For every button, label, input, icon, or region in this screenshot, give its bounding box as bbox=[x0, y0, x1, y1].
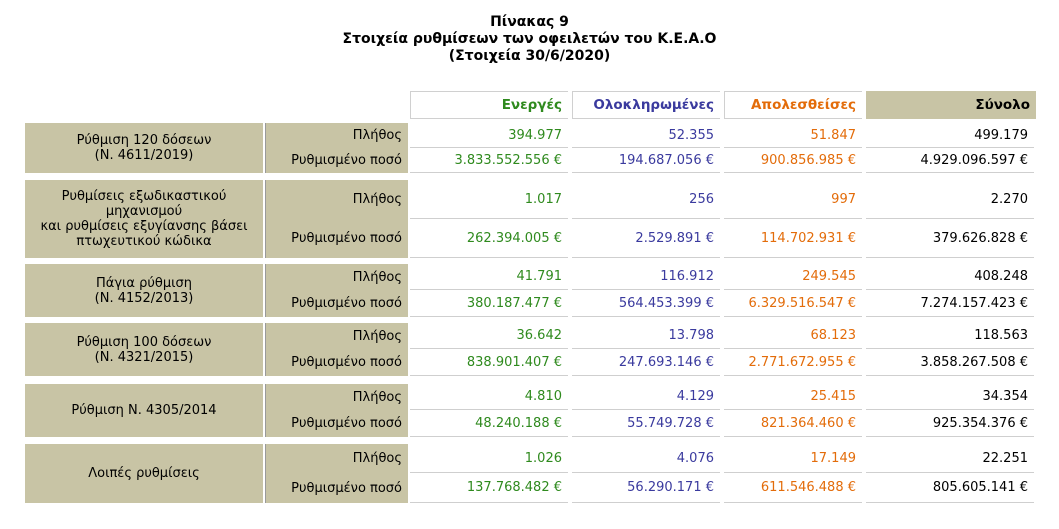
total-value: 3.858.267.508 € bbox=[866, 349, 1034, 376]
data-value: 821.364.460 € bbox=[724, 410, 862, 437]
data-value: 838.901.407 € bbox=[410, 349, 568, 376]
data-value: 51.847 bbox=[724, 123, 862, 148]
total-value: 805.605.141 € bbox=[866, 473, 1034, 503]
data-value: 611.546.488 € bbox=[724, 473, 862, 503]
data-value: 1.017 bbox=[410, 180, 568, 219]
row-label: Ρυθμισμένο ποσό bbox=[265, 148, 408, 173]
data-value: 116.912 bbox=[572, 264, 720, 290]
data-value: 394.977 bbox=[410, 123, 568, 148]
total-value: 2.270 bbox=[866, 180, 1034, 219]
data-value: 3.833.552.556 € bbox=[410, 148, 568, 173]
data-value: 256 bbox=[572, 180, 720, 219]
data-value: 262.394.005 € bbox=[410, 219, 568, 258]
row-label: Ρυθμισμένο ποσό bbox=[265, 473, 408, 503]
table-title: Πίνακας 9 bbox=[490, 14, 569, 30]
data-value: 114.702.931 € bbox=[724, 219, 862, 258]
mechanism-name: Ρυθμίσεις εξωδικαστικού μηχανισμού και ρυθμίσεις εξυγίανσης βάσει πτωχευτικού κώδικα bbox=[25, 180, 263, 258]
mechanism-name: Πάγια ρύθμιση (Ν. 4152/2013) bbox=[25, 264, 263, 317]
data-value: 56.290.171 € bbox=[572, 473, 720, 503]
data-value: 17.149 bbox=[724, 444, 862, 473]
row-label: Ρυθμισμένο ποσό bbox=[265, 219, 408, 258]
row-label: Πλήθος bbox=[265, 323, 408, 349]
mechanism-name: Ρύθμιση 100 δόσεων (Ν. 4321/2015) bbox=[25, 323, 263, 376]
data-value: 41.791 bbox=[410, 264, 568, 290]
data-value: 4.076 bbox=[572, 444, 720, 473]
data-value: 68.123 bbox=[724, 323, 862, 349]
column-header: Ολοκληρωμένες bbox=[572, 91, 720, 119]
data-value: 48.240.188 € bbox=[410, 410, 568, 437]
table-subtitle: Στοιχεία ρυθμίσεων των οφειλετών του Κ.Ε.Α.Ο bbox=[342, 31, 717, 47]
row-label: Ρυθμισμένο ποσό bbox=[265, 290, 408, 317]
table-date: (Στοιχεία 30/6/2020) bbox=[448, 48, 611, 64]
row-label: Πλήθος bbox=[265, 123, 408, 148]
mechanism-name: Ρύθμιση Ν. 4305/2014 bbox=[25, 384, 263, 437]
data-value: 2.771.672.955 € bbox=[724, 349, 862, 376]
mechanism-name: Ρύθμιση 120 δόσεων (Ν. 4611/2019) bbox=[25, 123, 263, 173]
row-label: Πλήθος bbox=[265, 180, 408, 219]
row-label: Πλήθος bbox=[265, 264, 408, 290]
data-value: 997 bbox=[724, 180, 862, 219]
column-header: Σύνολο bbox=[866, 91, 1036, 119]
data-value: 380.187.477 € bbox=[410, 290, 568, 317]
data-value: 1.026 bbox=[410, 444, 568, 473]
data-value: 194.687.056 € bbox=[572, 148, 720, 173]
data-value: 55.749.728 € bbox=[572, 410, 720, 437]
row-label: Πλήθος bbox=[265, 444, 408, 473]
row-label: Ρυθμισμένο ποσό bbox=[265, 410, 408, 437]
data-value: 4.810 bbox=[410, 384, 568, 410]
total-value: 7.274.157.423 € bbox=[866, 290, 1034, 317]
data-value: 6.329.516.547 € bbox=[724, 290, 862, 317]
mechanism-name: Λοιπές ρυθμίσεις bbox=[25, 444, 263, 503]
data-value: 900.856.985 € bbox=[724, 148, 862, 173]
data-value: 13.798 bbox=[572, 323, 720, 349]
column-header: Ενεργές bbox=[410, 91, 568, 119]
data-value: 36.642 bbox=[410, 323, 568, 349]
total-value: 34.354 bbox=[866, 384, 1034, 410]
data-value: 52.355 bbox=[572, 123, 720, 148]
data-value: 2.529.891 € bbox=[572, 219, 720, 258]
data-value: 564.453.399 € bbox=[572, 290, 720, 317]
data-value: 249.545 bbox=[724, 264, 862, 290]
data-value: 25.415 bbox=[724, 384, 862, 410]
total-value: 499.179 bbox=[866, 123, 1034, 148]
row-label: Πλήθος bbox=[265, 384, 408, 410]
total-value: 118.563 bbox=[866, 323, 1034, 349]
total-value: 4.929.096.597 € bbox=[866, 148, 1034, 173]
data-value: 4.129 bbox=[572, 384, 720, 410]
row-label: Ρυθμισμένο ποσό bbox=[265, 349, 408, 376]
data-value: 247.693.146 € bbox=[572, 349, 720, 376]
total-value: 379.626.828 € bbox=[866, 219, 1034, 258]
total-value: 408.248 bbox=[866, 264, 1034, 290]
data-value: 137.768.482 € bbox=[410, 473, 568, 503]
total-value: 925.354.376 € bbox=[866, 410, 1034, 437]
column-header: Απολεσθείσες bbox=[724, 91, 862, 119]
total-value: 22.251 bbox=[866, 444, 1034, 473]
